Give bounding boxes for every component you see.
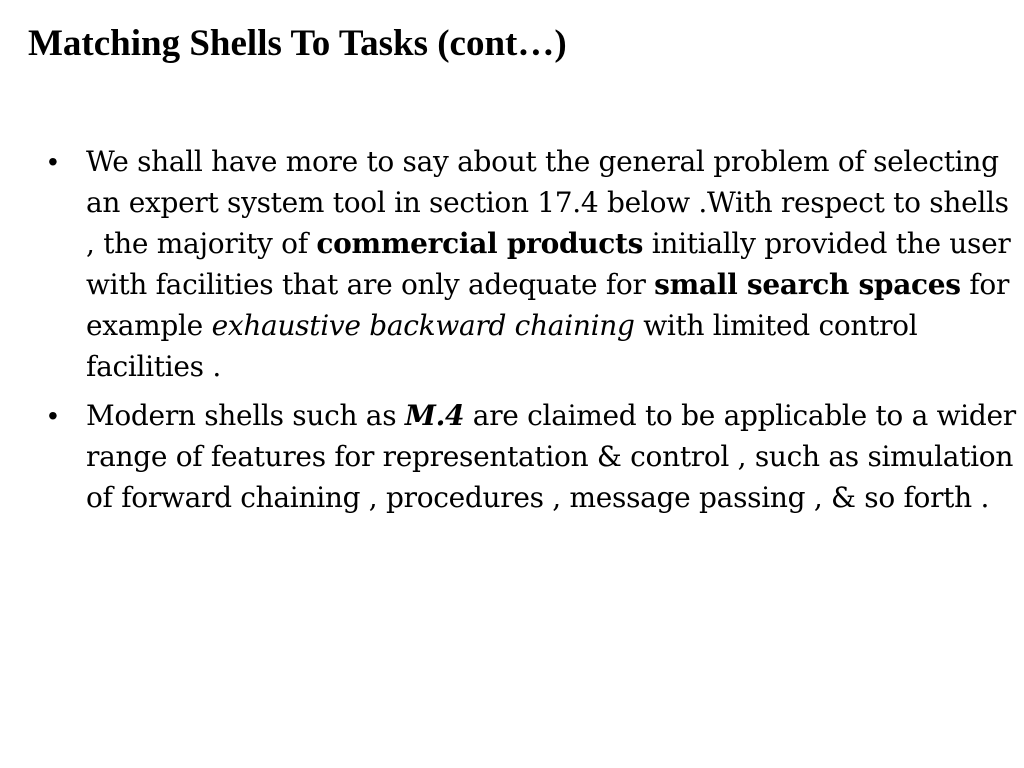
bullet-list	[48, 141, 1020, 526]
bullet-text: for example	[86, 268, 1010, 342]
italic-term: exhaustive backward chaining	[211, 309, 635, 342]
bullet-text: are claimed to be applicable to a wider range of features for representation & control , such as simulation of forward chaining , procedures , message passing , & so forth .	[86, 399, 1016, 514]
slide-title: Matching Shells To Tasks (cont…)	[28, 23, 567, 64]
bullet-dot-icon: •	[48, 146, 58, 177]
bold-italic-term: M.4	[404, 399, 465, 432]
bullet-item	[48, 395, 1020, 518]
bullet-dot-icon: •	[48, 400, 58, 431]
bullet-text: initially provided the user with facilities that are only adequate for	[86, 227, 1011, 301]
bold-term: small search spaces	[654, 268, 961, 301]
bold-term: commercial products	[316, 227, 644, 260]
bullet-text: We shall have more to say about the general problem of selecting an expert system tool in section 17.4 below .With respect to shells , the majority of	[86, 145, 1009, 260]
bullet-text: Modern shells such as	[86, 399, 405, 432]
bullet-text: with limited control facilities .	[86, 309, 918, 383]
bullet-item	[48, 141, 1020, 387]
